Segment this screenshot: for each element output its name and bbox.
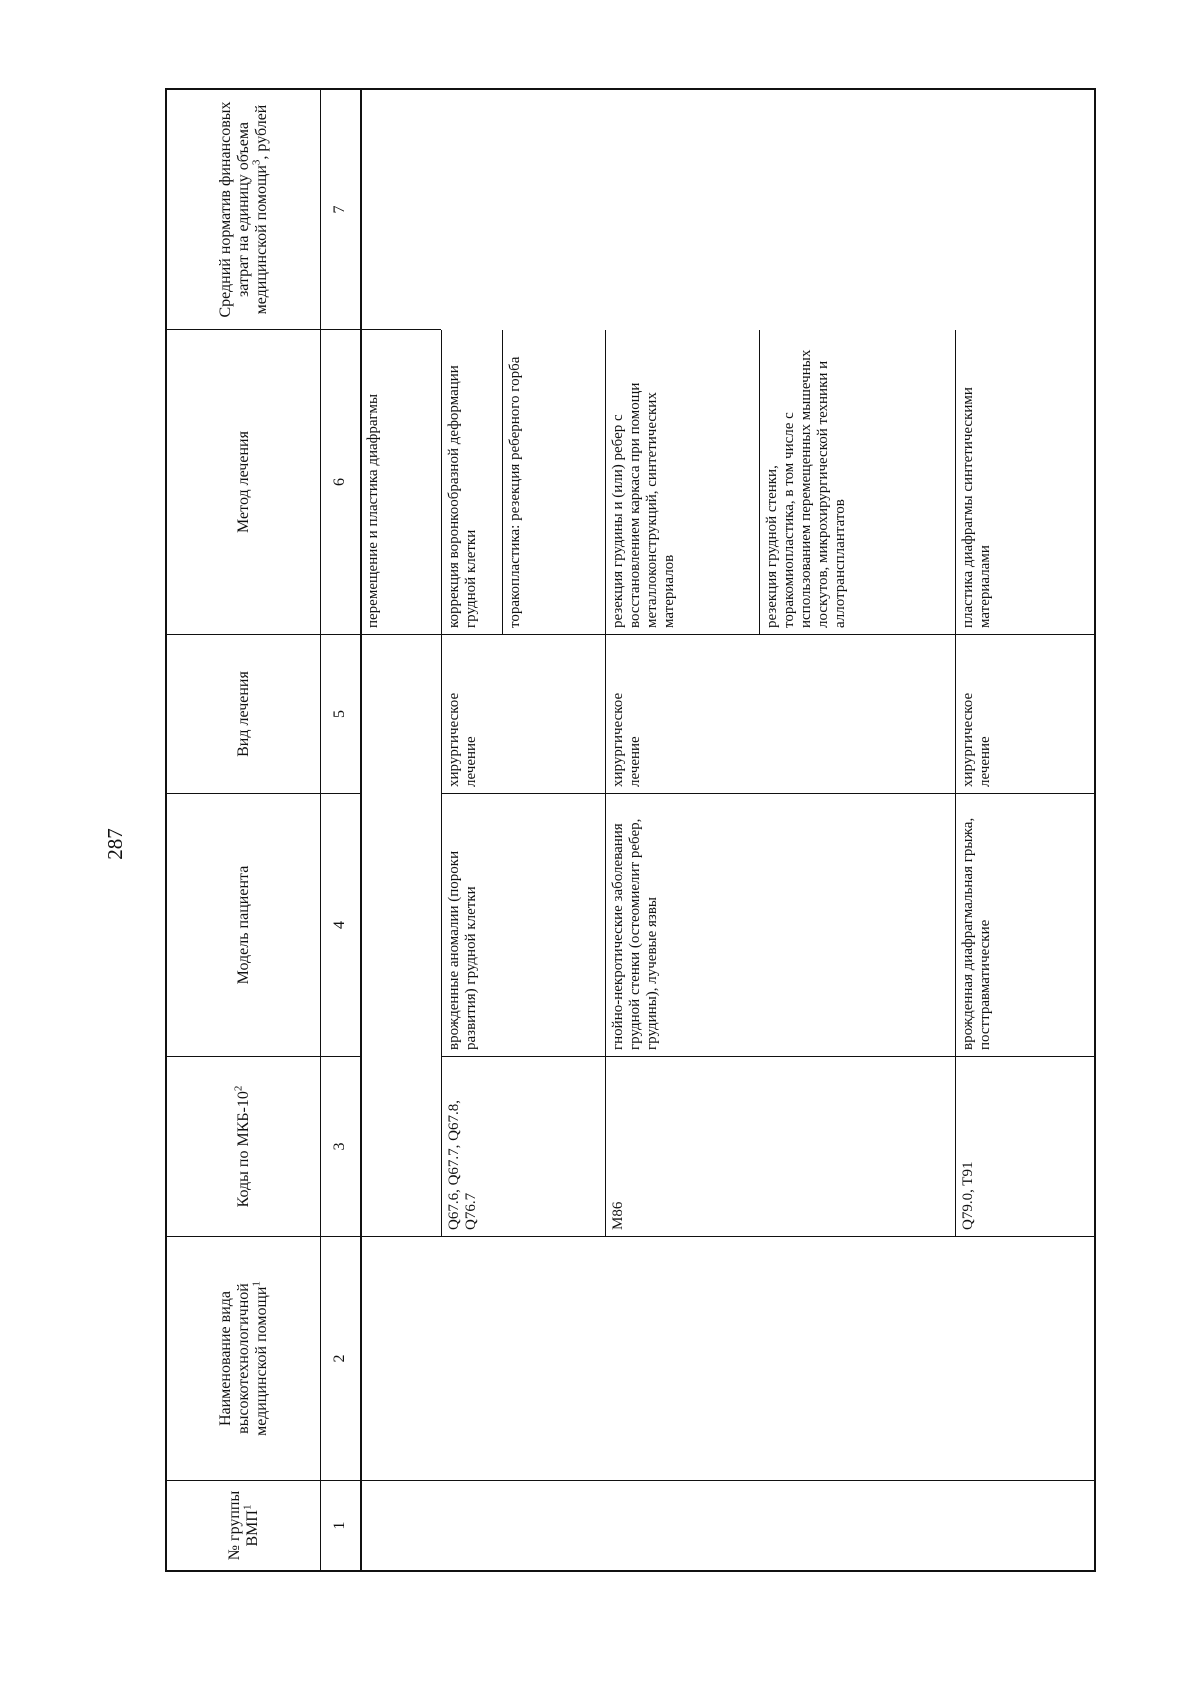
header-col-4: Модель пациента	[234, 865, 252, 985]
header-col-6: Метод лечения	[234, 431, 252, 533]
model-cell: гнойно-некротические заболевания грудной стенки (остеомиелит ребер, грудины), лучевые язвы	[610, 818, 660, 1050]
colnum-5: 5	[331, 710, 348, 718]
method-cell: перемещение и пластика диафрагмы	[365, 393, 381, 628]
codes-cell: Q67.6, Q67.7, Q67.8, Q76.7	[446, 1100, 479, 1230]
model-cell: врожденная диафрагмальная грыжа, посттравматические	[960, 817, 993, 1050]
table-container	[165, 88, 1200, 1561]
method-cell: торакопластика: резекция реберного горба	[507, 356, 523, 628]
colnum-4: 4	[331, 921, 348, 929]
header-col-1: № группы ВМП$^1$	[225, 1490, 261, 1561]
model-cell: врожденные аномалии (пороки развития) грудной клетки	[446, 850, 479, 1050]
page-number: 287	[103, 828, 127, 860]
header-col-5: Вид лечения	[234, 671, 252, 757]
colnum-1: 1	[331, 1521, 348, 1530]
header-col-2: Наименование вида высокотехнологичной медицинской помощи$^1$	[216, 1281, 270, 1436]
colnum-6: 6	[331, 478, 348, 486]
method-cell: пластика диафрагмы синтетическими материалами	[960, 387, 993, 628]
method-cell: резекция грудины и (или) ребер с восстановлением каркаса при помощи металлоконструкций, синтетических материалов	[610, 382, 677, 628]
method-cell: коррекция воронкообразной деформации грудной клетки	[446, 365, 479, 628]
method-cell: резекция грудной стенки, торакомиопластика, в том числе с использованием перемещенных мышечных лоскутов, микрохирургической техники и аллотрансплантатов	[764, 349, 848, 628]
colnum-3: 3	[331, 1142, 348, 1151]
header-col-7: Средний норматив финансовых затрат на единицу объема медицинской помощи$^3$, рублей	[216, 101, 270, 318]
treatment-cell: хирургическое лечение	[610, 692, 643, 787]
header-col-3: Коды по МКБ-$10^2$	[232, 1085, 252, 1208]
colnum-7: 7	[331, 205, 348, 214]
codes-cell: Q79.0, T91	[960, 1161, 976, 1230]
procedure-table	[165, 88, 1096, 1572]
colnum-2: 2	[331, 1354, 348, 1363]
codes-cell: M86	[610, 1201, 626, 1230]
treatment-cell: хирургическое лечение	[446, 692, 479, 787]
treatment-cell: хирургическое лечение	[960, 692, 993, 787]
